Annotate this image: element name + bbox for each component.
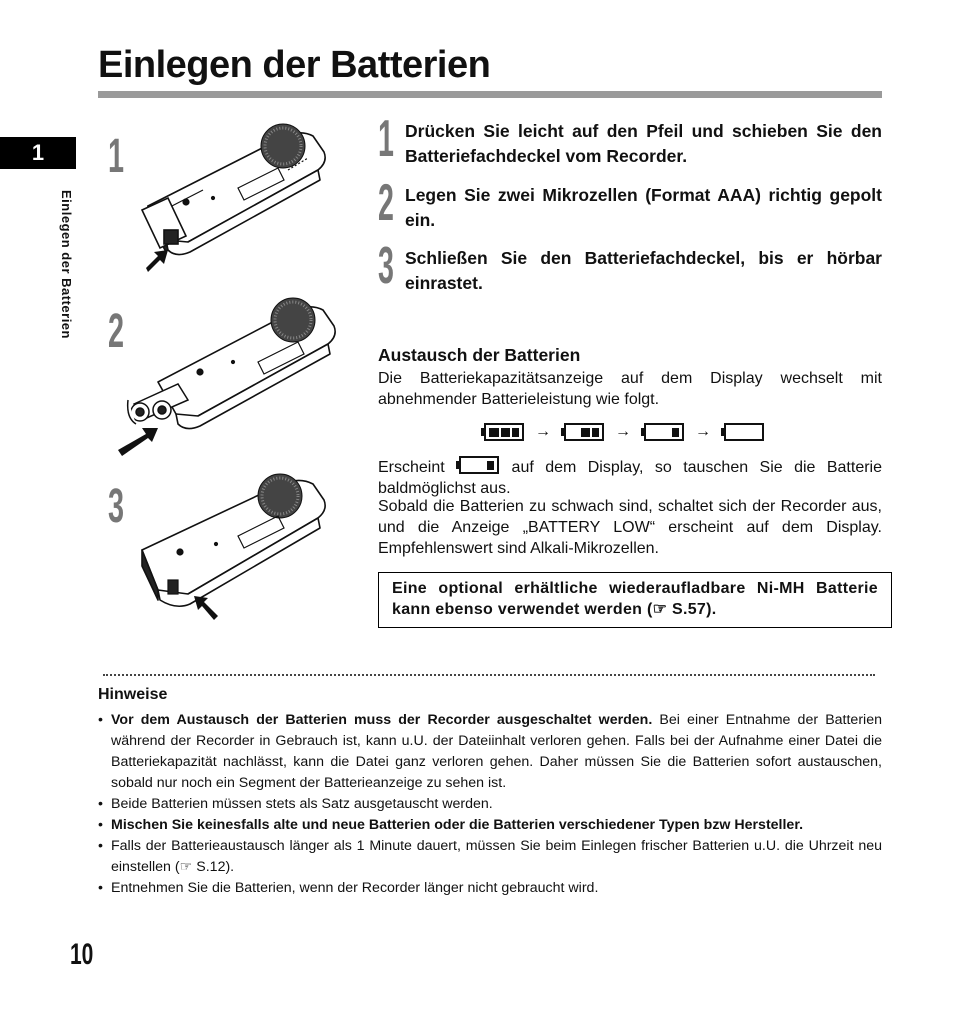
step-text: Drücken Sie leicht auf den Pfeil und schieben Sie den Batteriefachdeckel vom Recorder. [405, 121, 882, 166]
title-rule [98, 91, 882, 98]
notes-heading: Hinweise [98, 686, 168, 703]
step-2 [378, 174, 882, 233]
step-number: 1 [378, 110, 394, 168]
step-number: 2 [378, 174, 394, 232]
figure-label-1: 1 [108, 130, 125, 183]
figure-label-3: 3 [108, 480, 125, 533]
battery-empty-icon [721, 422, 765, 442]
list-item: • Entnehmen Sie die Batterien, wenn der Recorder länger nicht gebraucht wird. [98, 878, 882, 899]
arrow: → [535, 423, 551, 440]
notes-list [98, 710, 882, 899]
text-prefix: Erscheint [378, 459, 445, 476]
battery-one-segment-icon [456, 455, 500, 475]
arrow: → [695, 423, 711, 440]
divider [103, 674, 875, 676]
step-3 [378, 237, 882, 296]
recorder-illustration-open-cover [128, 118, 338, 283]
intro-text: Die Batteriekapazitätsanzeige auf dem Display wechselt mit abnehmender Batterieleistung wie folgt. [378, 370, 882, 408]
low-battery-text [378, 455, 882, 499]
battery-sequence [481, 420, 765, 444]
side-label: Einlegen der Batterien [59, 190, 74, 339]
step-number: 3 [378, 237, 394, 295]
figure-label-2: 2 [108, 305, 125, 358]
text-suffix: auf dem Display, so tauschen Sie die Batterie baldmöglichst aus. [378, 459, 882, 497]
battery-two-segments-icon [561, 422, 605, 442]
list-item: • Beide Batterien müssen stets als Satz ausgetauscht werden. [98, 794, 882, 815]
list-item: • Mischen Sie keinesfalls alte und neue Batterien oder die Batterien verschiedener Typen bzw Hersteller. [98, 815, 882, 836]
rechargeable-note: Eine optional erhältliche wiederaufladbare Ni-MH Batterie kann ebenso verwendet werden (☞ S.57). [378, 572, 892, 628]
recorder-illustration-batteries [118, 292, 348, 457]
step-1 [378, 110, 882, 169]
page-number: 10 [70, 938, 94, 971]
section-heading: Austausch der Batterien [378, 345, 581, 365]
recorder-illustration-close-cover [128, 470, 338, 625]
list-item: • Falls der Batterieaustausch länger als 1 Minute dauert, müssen Sie beim Einlegen frischer Batterien u.U. die Uhrzeit neu einstellen (☞ S.12). [98, 836, 882, 878]
battery-one-segment-icon [641, 422, 685, 442]
page-title: Einlegen der Batterien [98, 44, 491, 86]
battery-low-text: Sobald die Batterien zu schwach sind, schaltet sich der Recorder aus, und die Anzeige „BATTERY LOW“ erscheint auf dem Display. Empfehlenswert sind Alkali-Mikrozellen. [378, 498, 882, 557]
list-item: • Vor dem Austausch der Batterien muss der Recorder ausgeschaltet werden. Bei einer Entnahme der Batterien während der Recorder in Gebrauch ist, kann u.U. der Dateiinhalt verloren gehen. Falls bei der Aufnahme einer Datei die Batteriekapazität nachlässt, kann die Datei ganz verloren gehen. Daher müssen Sie die Batterien sofort austauschen, sobald nur noch ein Segment der Batterieanzeige zu sehen ist. [98, 710, 882, 794]
battery-full-icon [481, 422, 525, 442]
chapter-tab: 1 [0, 137, 76, 169]
arrow: → [615, 423, 631, 440]
step-text: Schließen Sie den Batteriefachdeckel, bis er hörbar einrastet. [405, 248, 882, 293]
step-text: Legen Sie zwei Mikrozellen (Format AAA) richtig gepolt ein. [405, 185, 882, 230]
